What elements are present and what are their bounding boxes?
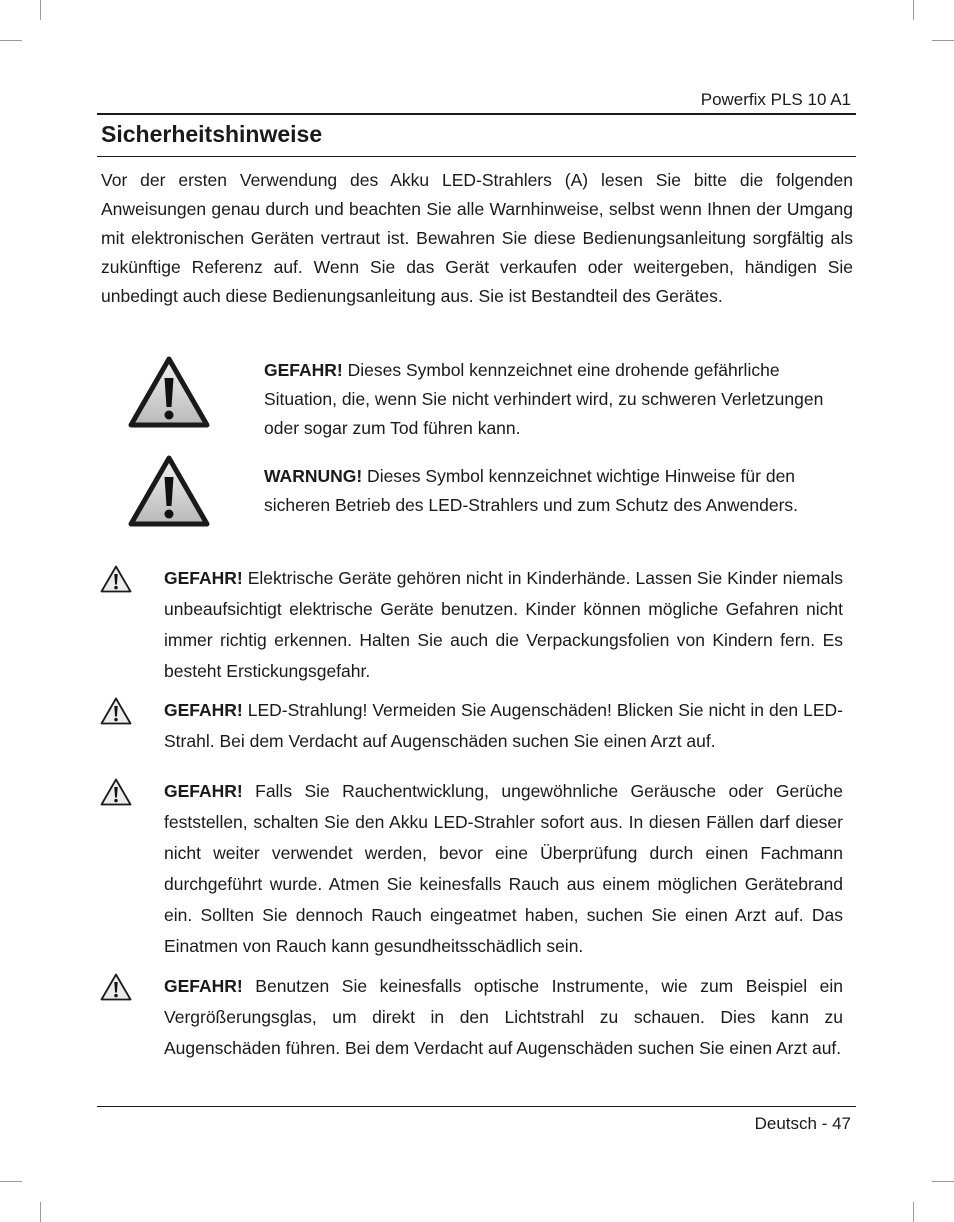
page-number: Deutsch - 47: [754, 1114, 851, 1133]
crop-mark: [913, 1202, 914, 1222]
crop-mark: [932, 40, 954, 41]
warning-triangle-icon: [100, 778, 132, 806]
section-rule: [97, 156, 856, 157]
warning-text: [164, 776, 843, 962]
crop-mark: [40, 1202, 41, 1222]
legend-text: [264, 356, 844, 443]
warning-keyword: GEFAHR!: [164, 976, 243, 996]
warning-triangle-icon: [100, 565, 132, 593]
warning-description: Falls Sie Rauchentwicklung, ungewöhnliche Geräusche oder Gerüche feststellen, schalten Sie den Akku LED-Strahler sofort aus. In diesen Fällen darf dieser nicht weiter verwendet werden, bevor eine Überprüfung durch einen Fachmann durchgeführt wurde. Atmen Sie keinesfalls Rauch aus einem möglichen Gerätebrand ein. Sollten Sie dennoch Rauch eingeatmet haben, suchen Sie einen Arzt auf. Das Einatmen von Rauch kann gesundheitsschädlich sein.: [164, 781, 843, 956]
legend-item-warning: [128, 455, 854, 525]
legend-keyword: WARNUNG!: [264, 466, 363, 486]
warning-triangle-icon: [128, 356, 210, 428]
warning-description: Elektrische Geräte gehören nicht in Kinderhände. Lassen Sie Kinder niemals unbeaufsichtigt elektrische Geräte benutzen. Kinder können mögliche Gefahren nicht immer richtig erkennen. Halten Sie auch die Verpackungsfolien von Kindern fern. Es besteht Erstickungsgefahr.: [164, 568, 843, 681]
legend-description: Dieses Symbol kennzeichnet wichtige Hinweise für den sicheren Betrieb des LED-Strahlers und zum Schutz des Anwenders.: [264, 466, 799, 515]
crop-mark: [913, 0, 914, 20]
header-rule: [97, 113, 856, 115]
warning-item: [100, 971, 853, 1095]
warning-text: [164, 563, 843, 687]
warning-keyword: GEFAHR!: [164, 700, 243, 720]
warning-item: [100, 776, 853, 962]
warning-triangle-icon: [128, 455, 210, 527]
legend-keyword: GEFAHR!: [264, 360, 343, 380]
warning-description: LED-Strahlung! Vermeiden Sie Augenschäden! Blicken Sie nicht in den LED-Strahl. Bei dem Verdacht auf Augenschäden suchen Sie einen Arzt auf.: [164, 700, 843, 751]
legend-description: Dieses Symbol kennzeichnet eine drohende gefährliche Situation, die, wenn Sie nicht verhindert wird, zu schweren Verletzungen oder sogar zum Tod führen kann.: [264, 360, 824, 438]
warning-triangle-icon: [100, 697, 132, 725]
section-title: Sicherheitshinweise: [101, 121, 323, 147]
warning-text: [164, 695, 843, 757]
legend-item-danger: [128, 356, 854, 446]
legend-text: [264, 462, 844, 520]
warning-keyword: GEFAHR!: [164, 781, 243, 801]
warning-text: [164, 971, 843, 1064]
footer-rule: [97, 1106, 856, 1107]
crop-mark: [0, 1181, 22, 1182]
crop-mark: [0, 40, 22, 41]
warning-keyword: GEFAHR!: [164, 568, 243, 588]
warning-item: [100, 563, 853, 687]
crop-mark: [932, 1181, 954, 1182]
intro-paragraph: Vor der ersten Verwendung des Akku LED-Strahlers (A) lesen Sie bitte die folgenden Anweisungen genau durch und beachten Sie alle Warnhinweise, selbst wenn Ihnen der Umgang mit elektronischen Geräten vertraut ist. Bewahren Sie diese Bedienungsanleitung sorgfältig als zukünftige Referenz auf. Wenn Sie das Gerät verkaufen oder weitergeben, händigen Sie unbedingt auch diese Bedienungsanleitung aus. Sie ist Bestandteil des Gerätes.: [101, 170, 853, 306]
warning-item: [100, 695, 853, 757]
warning-description: Benutzen Sie keinesfalls optische Instrumente, wie zum Beispiel ein Vergrößerungsglas, um direkt in den Lichtstrahl zu schauen. Dies kann zu Augenschäden führen. Bei dem Verdacht auf Augenschäden suchen Sie einen Arzt auf.: [164, 976, 843, 1058]
header-title: Powerfix PLS 10 A1: [700, 90, 851, 109]
warning-triangle-icon: [100, 973, 132, 1001]
crop-mark: [40, 0, 41, 20]
